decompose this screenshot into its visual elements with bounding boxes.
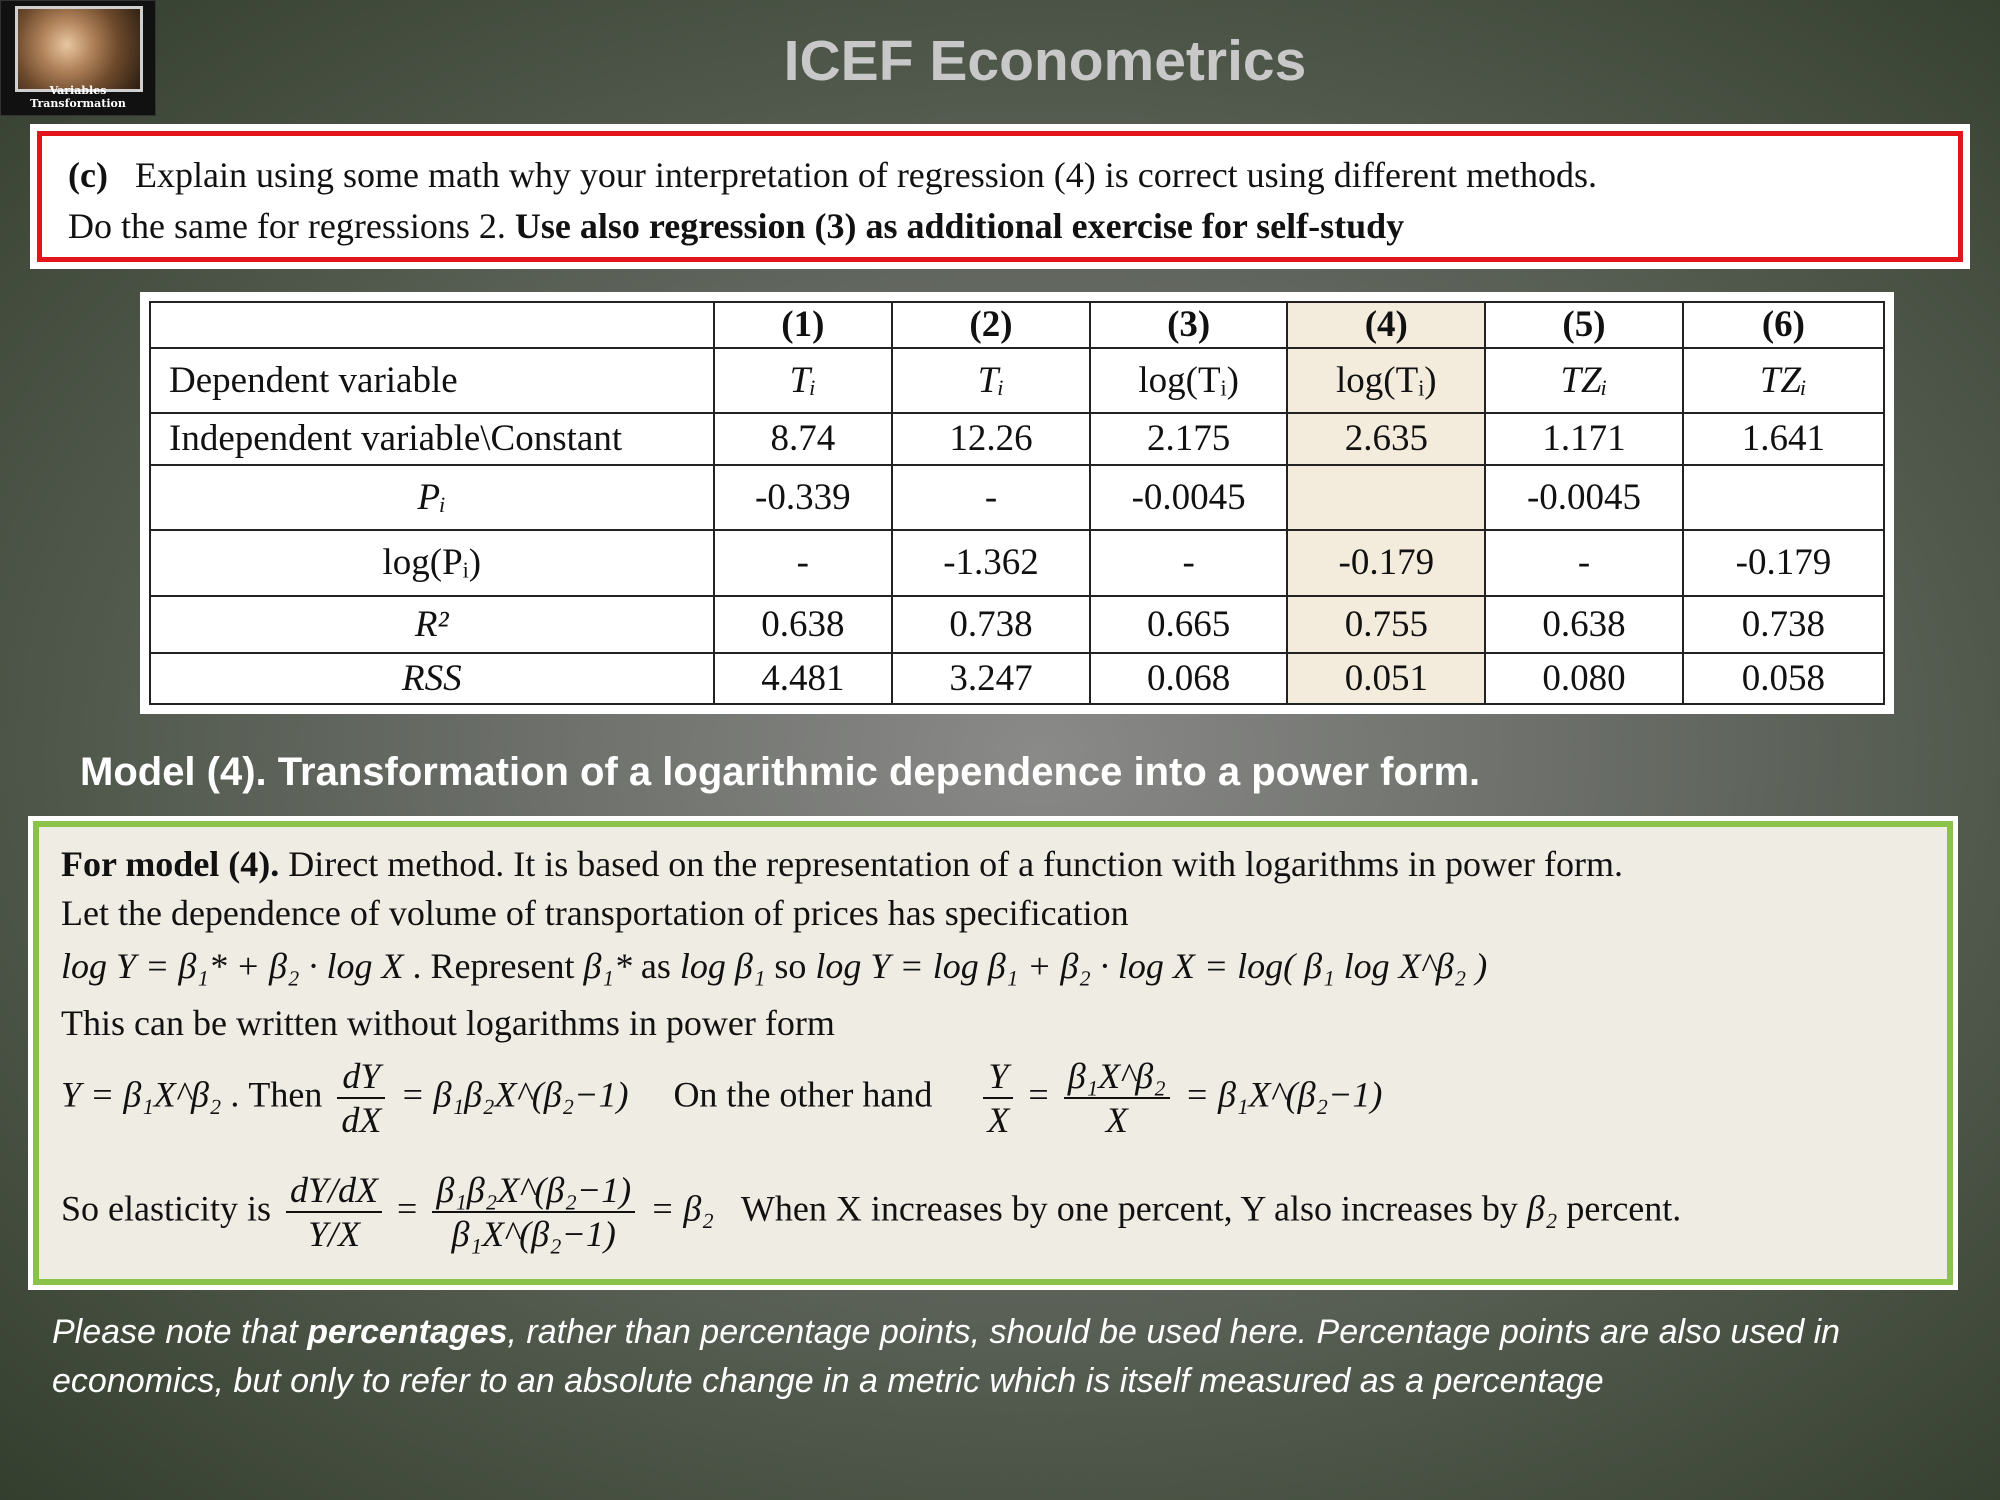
explanation-text: . Represent (412, 946, 575, 986)
table-cell: 0.755 (1287, 596, 1485, 653)
table-cell: 0.738 (892, 596, 1090, 653)
table-cell: -0.0045 (1485, 465, 1683, 531)
table-cell: log(Tᵢ) (1090, 348, 1288, 414)
table-cell: 0.068 (1090, 653, 1288, 704)
equation: Y = β₁X^β₂ (61, 1074, 222, 1115)
table-cell: 1.641 (1683, 413, 1884, 464)
column-header: (1) (714, 302, 893, 348)
logo-caption: Variables Transformation (30, 84, 126, 110)
explanation-text: Direct method. It is based on the representation of a function with logarithms in power form. (288, 844, 1623, 884)
footnote-prefix: Please note that (52, 1313, 308, 1351)
row-label: Independent variable\Constant (150, 413, 714, 464)
equation: β₂ (1526, 1188, 1558, 1229)
column-header: (2) (892, 302, 1090, 348)
table-cell: 3.247 (892, 653, 1090, 704)
table-cell: 2.175 (1090, 413, 1288, 464)
table-cell: 4.481 (714, 653, 893, 704)
table-cell: -0.339 (714, 465, 893, 531)
table-cell (1287, 465, 1485, 531)
table-cell: 0.051 (1287, 653, 1485, 704)
table-row (150, 596, 1884, 653)
fraction-denominator: X (987, 1100, 1010, 1140)
table-cell: 0.738 (1683, 596, 1884, 653)
fraction (286, 1169, 382, 1255)
row-label: RSS (150, 653, 714, 704)
explanation-text: percent. (1566, 1188, 1682, 1229)
table-cell: 8.74 (714, 413, 893, 464)
table-cell: 0.080 (1485, 653, 1683, 704)
table-cell: 0.058 (1683, 653, 1884, 704)
task-line-2 (68, 201, 1958, 252)
footnote (52, 1308, 1982, 1406)
explanation-box (28, 816, 1958, 1290)
footnote-rest: , rather than percentage points, should be used here. Percentage points are also used in economics, but only to refer to an absolute change in a metric which is itself measured as a percentage (52, 1313, 1841, 1400)
column-header: (3) (1090, 302, 1288, 348)
task-line-2-text: Do the same for regressions 2. (68, 206, 506, 246)
column-header: (5) (1485, 302, 1683, 348)
table-cell: - (714, 530, 893, 596)
row-label: R² (150, 596, 714, 653)
table-cell: TZᵢ (1485, 348, 1683, 414)
table-corner (150, 302, 714, 348)
task-line-1-text: Explain using some math why your interpretation of regression (4) is correct using different methods. (134, 155, 1597, 195)
explanation-text: So elasticity is (61, 1188, 271, 1229)
explanation-text: When X increases by one percent, Y also increases by (740, 1188, 1518, 1229)
explanation-text: On the other hand (673, 1074, 933, 1115)
fraction (337, 1055, 385, 1141)
table-cell: log(Tᵢ) (1287, 348, 1485, 414)
table-cell: 0.665 (1090, 596, 1288, 653)
table-cell: Tᵢ (892, 348, 1090, 414)
task-label: (c) (68, 155, 108, 195)
explanation-line-1 (61, 843, 1623, 885)
table-cell: - (1485, 530, 1683, 596)
table-cell: -0.179 (1683, 530, 1884, 596)
regression-table (140, 292, 1894, 714)
footnote-bold: percentages (307, 1313, 508, 1351)
equation: = β₁X^(β₂−1) (1184, 1074, 1383, 1115)
table-row (150, 348, 1884, 414)
table-cell: 2.635 (1287, 413, 1485, 464)
row-label: log(Pᵢ) (150, 530, 714, 596)
column-header: (6) (1683, 302, 1884, 348)
fraction-denominator: β₁X^(β₂−1) (451, 1214, 616, 1254)
task-line-1 (68, 150, 1958, 201)
equation: = β₁β₂X^(β₂−1) (400, 1074, 629, 1115)
fraction-numerator: dY (337, 1055, 385, 1099)
explanation-text: as (640, 946, 671, 986)
table-cell: -1.362 (892, 530, 1090, 596)
explanation-line-5: Y = β₁X^β₂ . Then $\frac{dY}{dX}$ = β₁β₂X^(β₂−1) On the other hand $\frac{Y}{X}$ = $\frac{\text{β₁X\textasciicircum{}β₂}}{X}$ = β₁X^(β₂−1) (61, 1056, 1383, 1140)
row-label: Pᵢ (150, 465, 714, 531)
section-heading: Model (4). Transformation of a logarithmic dependence into a power form. (80, 750, 1481, 794)
table-cell: 0.638 (714, 596, 893, 653)
fraction-numerator: dY/dX (286, 1169, 382, 1213)
explanation-line-6: So elasticity is $\frac{dY/dX}{Y/X}$ = $\frac{\text{β₁β₂X\textasciicircum{}(β₂−1)}}{\text{β₁X\textasciicircum{}(β₂−1)}}$ = β₂ When X increases by one percent, Y also increases by β₂ percent. (61, 1170, 1682, 1254)
fraction-numerator: Y (983, 1055, 1013, 1099)
row-label: Dependent variable (150, 348, 714, 414)
explanation-line-2: Let the dependence of volume of transportation of prices has specification (61, 893, 1129, 933)
table-cell: 12.26 (892, 413, 1090, 464)
equation: log Y = log β₁ + β₂ · log X = log( β₁ log X^β₂ ) (815, 946, 1488, 986)
table-cell: -0.0045 (1090, 465, 1288, 531)
explanation-text: . Then (230, 1074, 323, 1115)
table-cell: 0.638 (1485, 596, 1683, 653)
equation: β₁* (583, 946, 632, 986)
table-cell: 1.171 (1485, 413, 1683, 464)
table-cell (1683, 465, 1884, 531)
table-row (150, 530, 1884, 596)
slide-title: ICEF Econometrics (783, 29, 1307, 93)
explanation-line-4: This can be written without logarithms in power form (61, 1003, 835, 1043)
explanation-text: so (774, 946, 807, 986)
table-row (150, 413, 1884, 464)
model-label: For model (4). (61, 844, 280, 884)
fraction-numerator: β₁β₂X^(β₂−1) (432, 1169, 635, 1213)
table-cell: -0.179 (1287, 530, 1485, 596)
fraction-denominator: dX (341, 1100, 382, 1140)
table-cell: TZᵢ (1683, 348, 1884, 414)
equation: = β₂ (650, 1188, 714, 1229)
table-cell: - (1090, 530, 1288, 596)
fraction (1064, 1055, 1170, 1141)
task-line-2-bold: Use also regression (3) as additional exercise for self-study (514, 206, 1405, 246)
equation: log Y = β₁* + β₂ · log X (61, 946, 404, 986)
task-box (30, 124, 1970, 269)
table-row (150, 465, 1884, 531)
table-row (150, 653, 1884, 704)
equation: log β₁ (679, 946, 766, 986)
table-cell: - (892, 465, 1090, 531)
column-header: (4) (1287, 302, 1485, 348)
fraction-numerator: β₁X^β₂ (1064, 1055, 1170, 1099)
fraction-denominator: Y/X (308, 1214, 361, 1254)
fraction (432, 1169, 635, 1255)
fraction-denominator: X (1105, 1100, 1128, 1140)
fraction (983, 1055, 1013, 1141)
explanation-line-3 (61, 945, 1487, 987)
table-cell: Tᵢ (714, 348, 893, 414)
